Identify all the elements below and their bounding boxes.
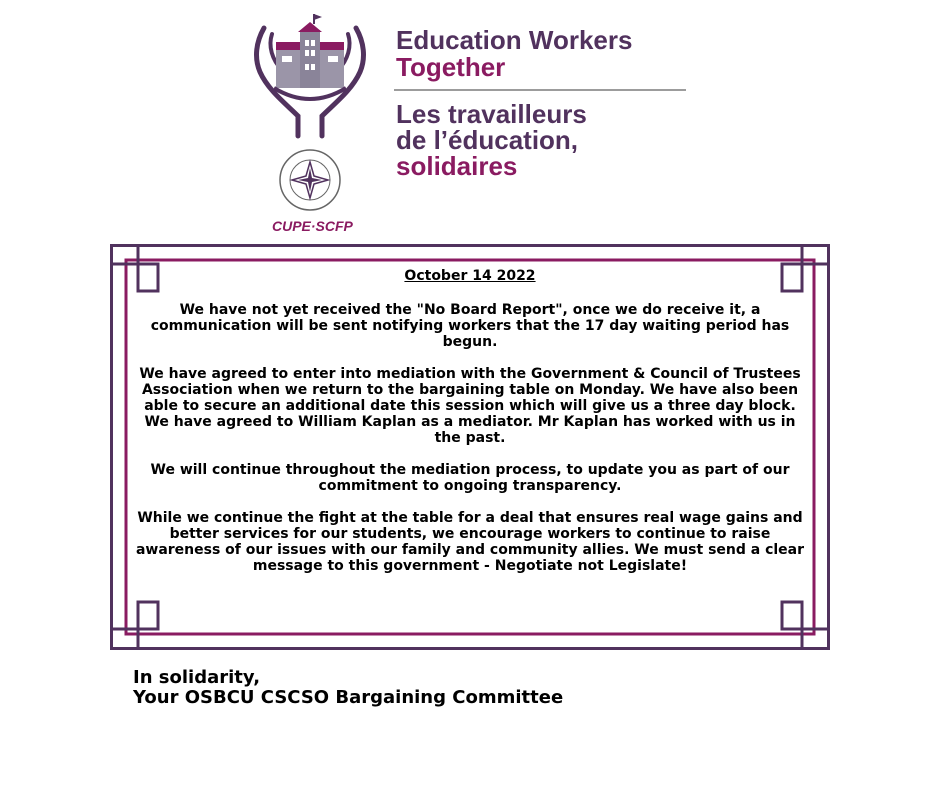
brand-title: [396, 26, 696, 179]
signoff: [133, 668, 563, 708]
signoff-line2: Your OSBCU CSCSO Bargaining Committee: [133, 687, 564, 708]
notice-paragraph-4: While we continue the fight at the table for a deal that ensures real wage gains and better services for our students, we encourage workers to continue to raise awareness of our issues with our family and community allies. We must send a clear message to this government - Negotiate not Legislate!: [135, 510, 805, 574]
notice-paragraph-1: We have not yet received the "No Board Report", once we do receive it, a communication will be sent notifying workers that the 17 day waiting period has begun.: [150, 302, 790, 350]
brand-en-line1: Education Workers: [396, 25, 633, 55]
notice-body: [132, 268, 808, 590]
brand-fr-line3: solidaires: [396, 151, 518, 181]
compass-seal-icon: [280, 150, 340, 210]
brand-en-line2: Together: [396, 52, 506, 82]
brand-fr-line1: Les travailleurs: [396, 99, 587, 129]
signoff-line1: In solidarity,: [133, 667, 261, 688]
notice-paragraph-3: We will continue throughout the mediation process, to update you as part of our commitment to ongoing transparency.: [150, 462, 790, 494]
notice-paragraph-2: We have agreed to enter into mediation with the Government & Council of Trustees Association when we return to the bargaining table on Monday. We have also been able to secure an additional date this session which will give us a three day block. We have agreed to William Kaplan as a mediator. Mr Kaplan has worked with us in the past.: [139, 366, 801, 446]
notice-date: October 14 2022: [404, 268, 536, 284]
cupe-scfp-wordmark: CUPE·SCFP: [272, 218, 353, 234]
brand-divider: [394, 89, 686, 91]
brand-fr-line2: de l’éducation,: [396, 125, 579, 155]
hands-school-logo-icon: [246, 12, 374, 240]
